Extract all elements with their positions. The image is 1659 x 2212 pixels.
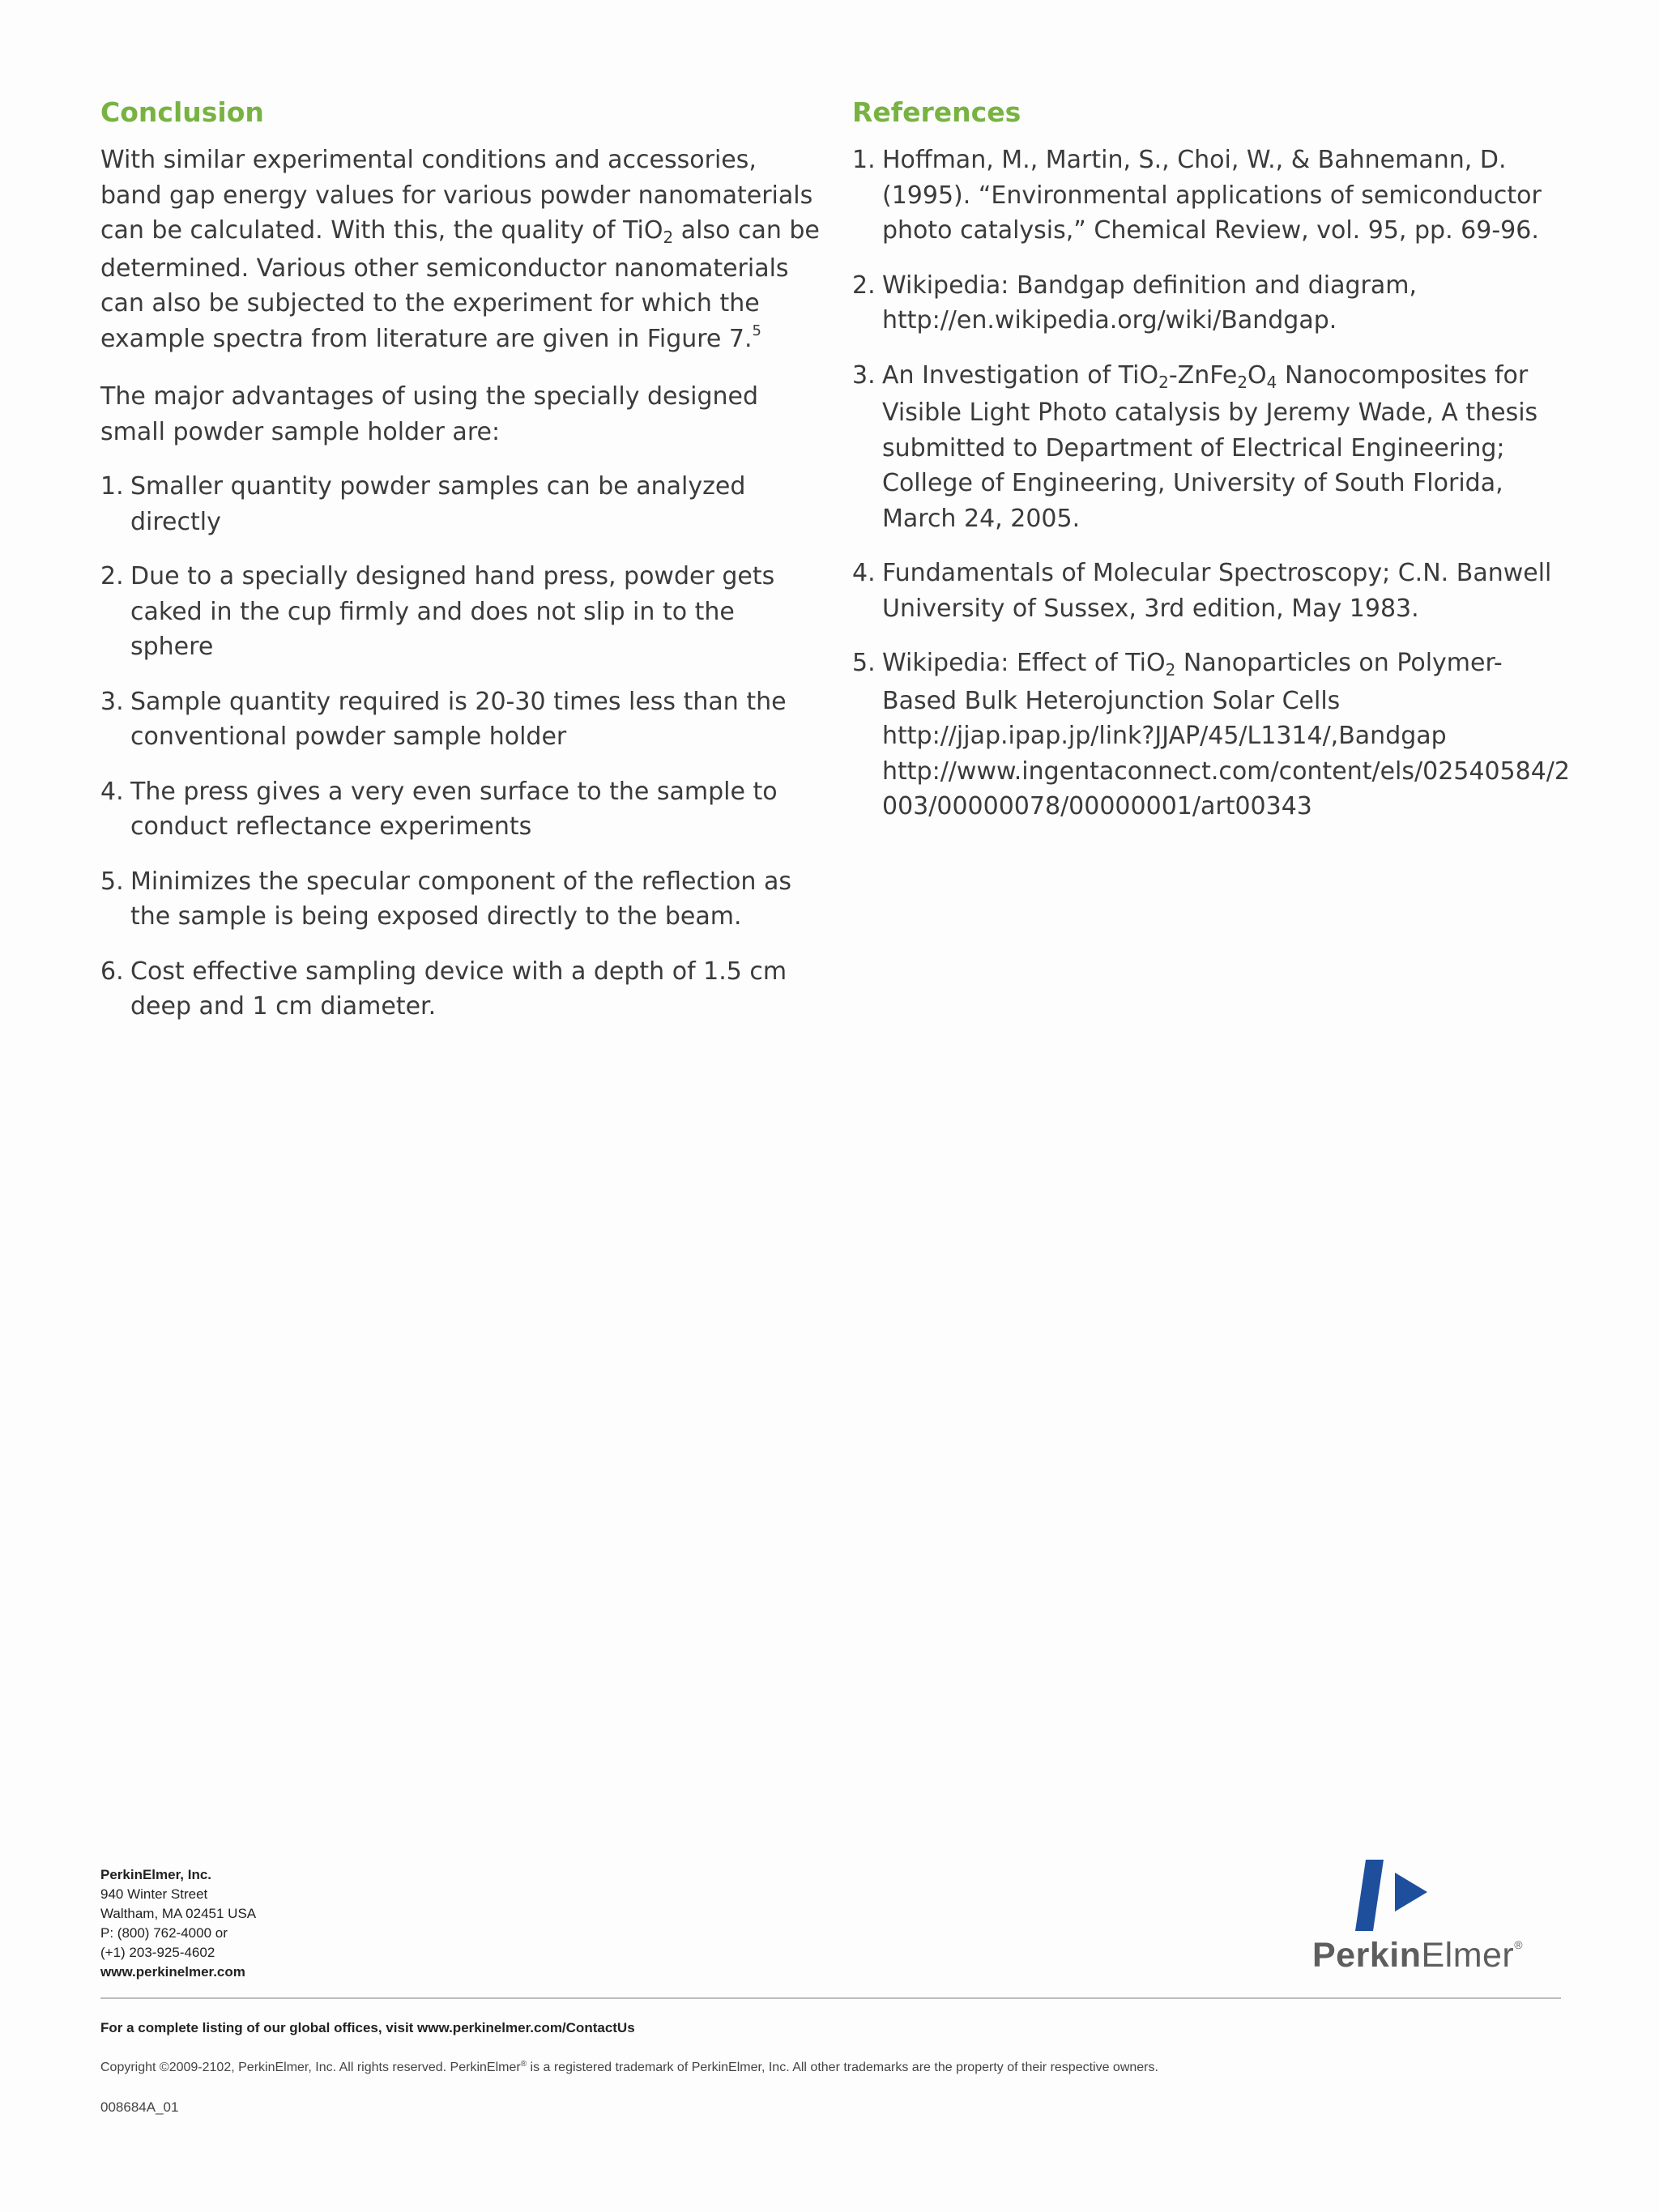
list-item: 4. The press gives a very even surface to the sample to conduct reflectance experiments: [100, 777, 778, 841]
reference-link[interactable]: http://en.wikipedia.org/wiki/Bandgap.: [882, 306, 1337, 335]
conclusion-heading: Conclusion: [100, 96, 264, 128]
footer-divider: [100, 1997, 1561, 1999]
conclusion-section: [100, 91, 820, 1044]
list-item: 1. Smaller quantity powder samples can be analyzed directly: [100, 472, 746, 536]
reference-item: 4. Fundamentals of Molecular Spectroscopy; C.N. Banwell University of Sussex, 3rd edition, May 1983.: [852, 559, 1552, 623]
perkinelmer-logo: [1312, 1860, 1580, 1973]
website-link[interactable]: www.perkinelmer.com: [100, 1964, 245, 1980]
list-item: 2. Due to a specially designed hand press, powder gets caked in the cup firmly and does not slip in to the sphere: [100, 562, 775, 661]
company-address: [100, 1865, 256, 1982]
reference-item: 5. Wikipedia: Effect of TiO$_2$ Nanoparticles on Polymer-Based Bulk Heterojunction Solar Cells http://jjap.ipap.jp/link?JJAP/45/L1314/,Bandgap http://www.ingentaconnect.com/content/els/02540584/2003/00000078/00000001/art00343: [852, 649, 1570, 820]
conclusion-paragraph-2: The major advantages of using the specially designed small powder sample holder are:: [100, 382, 759, 446]
reference-link[interactable]: http://www.ingentaconnect.com/content/els/02540584/2003/00000078/00000001/art00343: [882, 757, 1570, 820]
copyright-notice: Copyright ©2009-2102, PerkinElmer, Inc. All rights reserved. PerkinElmer® is a registered trademark of PerkinElmer, Inc. All other trademarks are the property of their respective owners.: [100, 2060, 1158, 2074]
list-item: 6. Cost effective sampling device with a depth of 1.5 cm deep and 1 cm diameter.: [100, 957, 787, 1021]
phone-primary: P: (800) 762-4000 or: [100, 1925, 228, 1941]
reference-item: 2. Wikipedia: Bandgap definition and diagram, http://en.wikipedia.org/wiki/Bandgap.: [852, 271, 1417, 335]
company-name: PerkinElmer, Inc.: [100, 1867, 212, 1882]
address-street: 940 Winter Street: [100, 1886, 208, 1902]
address-city: Waltham, MA 02451 USA: [100, 1906, 257, 1921]
references-section: [852, 91, 1572, 844]
logo-wordmark: PerkinElmer®: [1312, 1936, 1524, 1975]
perkinelmer-p-logo-icon: [1312, 1860, 1580, 1937]
list-item: 3. Sample quantity required is 20-30 times less than the conventional powder sample holder: [100, 687, 787, 751]
global-offices-note: For a complete listing of our global offices, visit www.perkinelmer.com/ContactUs: [100, 2020, 635, 2035]
conclusion-paragraph-1: With similar experimental conditions and accessories, band gap energy values for various powder nanomaterials can be calculated. With this, the quality of TiO$_2$ also can be determined. Various other semiconductor nanomaterials can also be subjected to the experiment for which the example spectra from literature are given in Figure 7.$^5$: [100, 146, 820, 353]
references-heading: References: [852, 96, 1021, 128]
reference-item: 3. An Investigation of $TiO_2-ZnFe_2O_4$ Nanocomposites for Visible Light Photo catalysis by Jeremy Wade, A thesis submitted to Department of Electrical Engineering; College of Engineering, University of South Florida, March 24, 2005.: [852, 360, 1538, 533]
references-list: [852, 143, 1572, 825]
document-number: 008684A_01: [100, 2099, 179, 2115]
list-item: 5. Minimizes the specular component of the reflection as the sample is being exposed directly to the beam.: [100, 867, 791, 931]
reference-item: 1. Hoffman, M., Martin, S., Choi, W., & Bahnemann, D. (1995). “Environmental applications of semiconductor photo catalysis,” Chemical Review, vol. 95, pp. 69-96.: [852, 146, 1542, 245]
reference-link[interactable]: http://jjap.ipap.jp/link?JJAP/45/L1314/,Bandgap: [882, 722, 1447, 750]
phone-secondary: (+1) 203-925-4602: [100, 1945, 215, 1960]
advantages-list: [100, 469, 820, 1025]
